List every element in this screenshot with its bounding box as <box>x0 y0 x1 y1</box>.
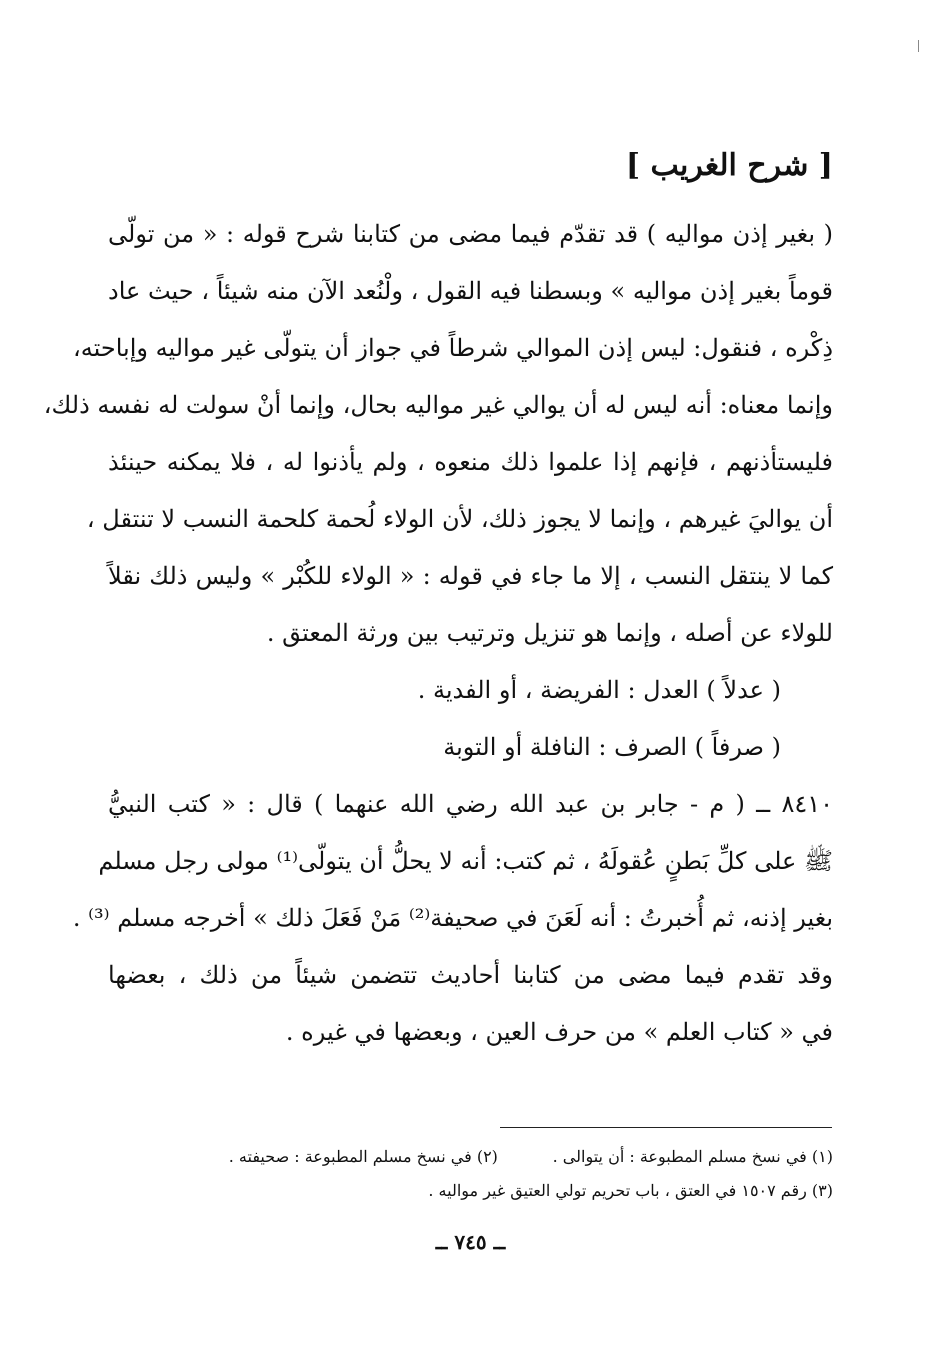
page-edge-mark <box>918 40 919 52</box>
text-line: ذِكْره ، فنقول: ليس إذن الموالي شرطاً في جواز أن يتولّى غير مواليه وإباحته، <box>73 334 833 362</box>
footnote-divider <box>500 1127 832 1128</box>
hadith-line: بغير إذنه، ثم أُخبرتُ : أنه لَعَنَ في صحيفة⁽²⁾ مَنْ فَعَلَ ذلك » أخرجه مسلم ⁽³⁾ . <box>72 904 833 932</box>
section-title: [ شرح الغريب ] <box>625 148 833 183</box>
footnote-1: (١) في نسخ مسلم المطبوعة : أن يتوالى . <box>552 1147 833 1166</box>
text-line: ( بغير إذن مواليه ) قد تقدّم فيما مضى من كتابنا شرح قوله : « من تولّى <box>108 220 833 248</box>
page-number: ــ ٧٤٥ ــ <box>435 1230 506 1254</box>
text-line: كما لا ينتقل النسب ، إلا ما جاء في قوله : « الولاء للكُبْر » وليس ذلك نقلاً <box>108 562 834 590</box>
text-line: للولاء عن أصله ، وإنما هو تنزيل وترتيب بين ورثة المعتق . <box>266 619 833 647</box>
gloss-line: ( صرفاً ) الصرف : النافلة أو التوبة <box>443 733 781 761</box>
footnote-3: (٣) رقم ١٥٠٧ في العتق ، باب تحريم تولي العتيق غير مواليه . <box>428 1181 833 1200</box>
hadith-line: ﷺ على كلِّ بَطنٍ عُقولَهُ ، ثم كتب: أنه لا يحلُّ أن يتولّى⁽¹⁾ مولى رجل مسلم <box>98 847 833 875</box>
footnotes <box>110 1140 833 1208</box>
footnote-row <box>110 1174 833 1208</box>
main-text <box>43 206 834 1061</box>
text-line: أن يواليَ غيرهم ، وإنما لا يجوز ذلك، لأن الولاء لُحمة كلحمة النسب لا تنتقل ، <box>86 505 833 533</box>
closing-line: في « كتاب العلم » من حرف العين ، وبعضها في غيره . <box>285 1018 833 1046</box>
text-line: فليستأذنهم ، فإنهم إذا علموا ذلك منعوه ، ولم يأذنوا له ، فلا يمكنه حينئذ <box>108 448 833 476</box>
hadith-line: ٨٤١٠ ــ ( م - جابر بن عبد الله رضي الله عنهما ) قال : « كتب النبيُّ <box>108 790 833 818</box>
footnote-row <box>110 1140 833 1174</box>
closing-line: وقد تقدم فيما مضى من كتابنا أحاديث تتضمن شيئاً من ذلك ، بعضها <box>108 961 833 989</box>
text-line: وإنما معناه: أنه ليس له أن يوالي غير مواليه بحال، وإنما أنْ سولت له نفسه ذلك، <box>43 391 833 419</box>
gloss-line: ( عدلاً ) العدل : الفريضة ، أو الفدية . <box>417 676 781 704</box>
text-line: قوماً بغير إذن مواليه » وبسطنا فيه القول ، ولْنُعد الآن منه شيئاً ، حيث عاد <box>108 277 834 305</box>
footnote-2: (٢) في نسخ مسلم المطبوعة : صحيفته . <box>228 1147 498 1166</box>
